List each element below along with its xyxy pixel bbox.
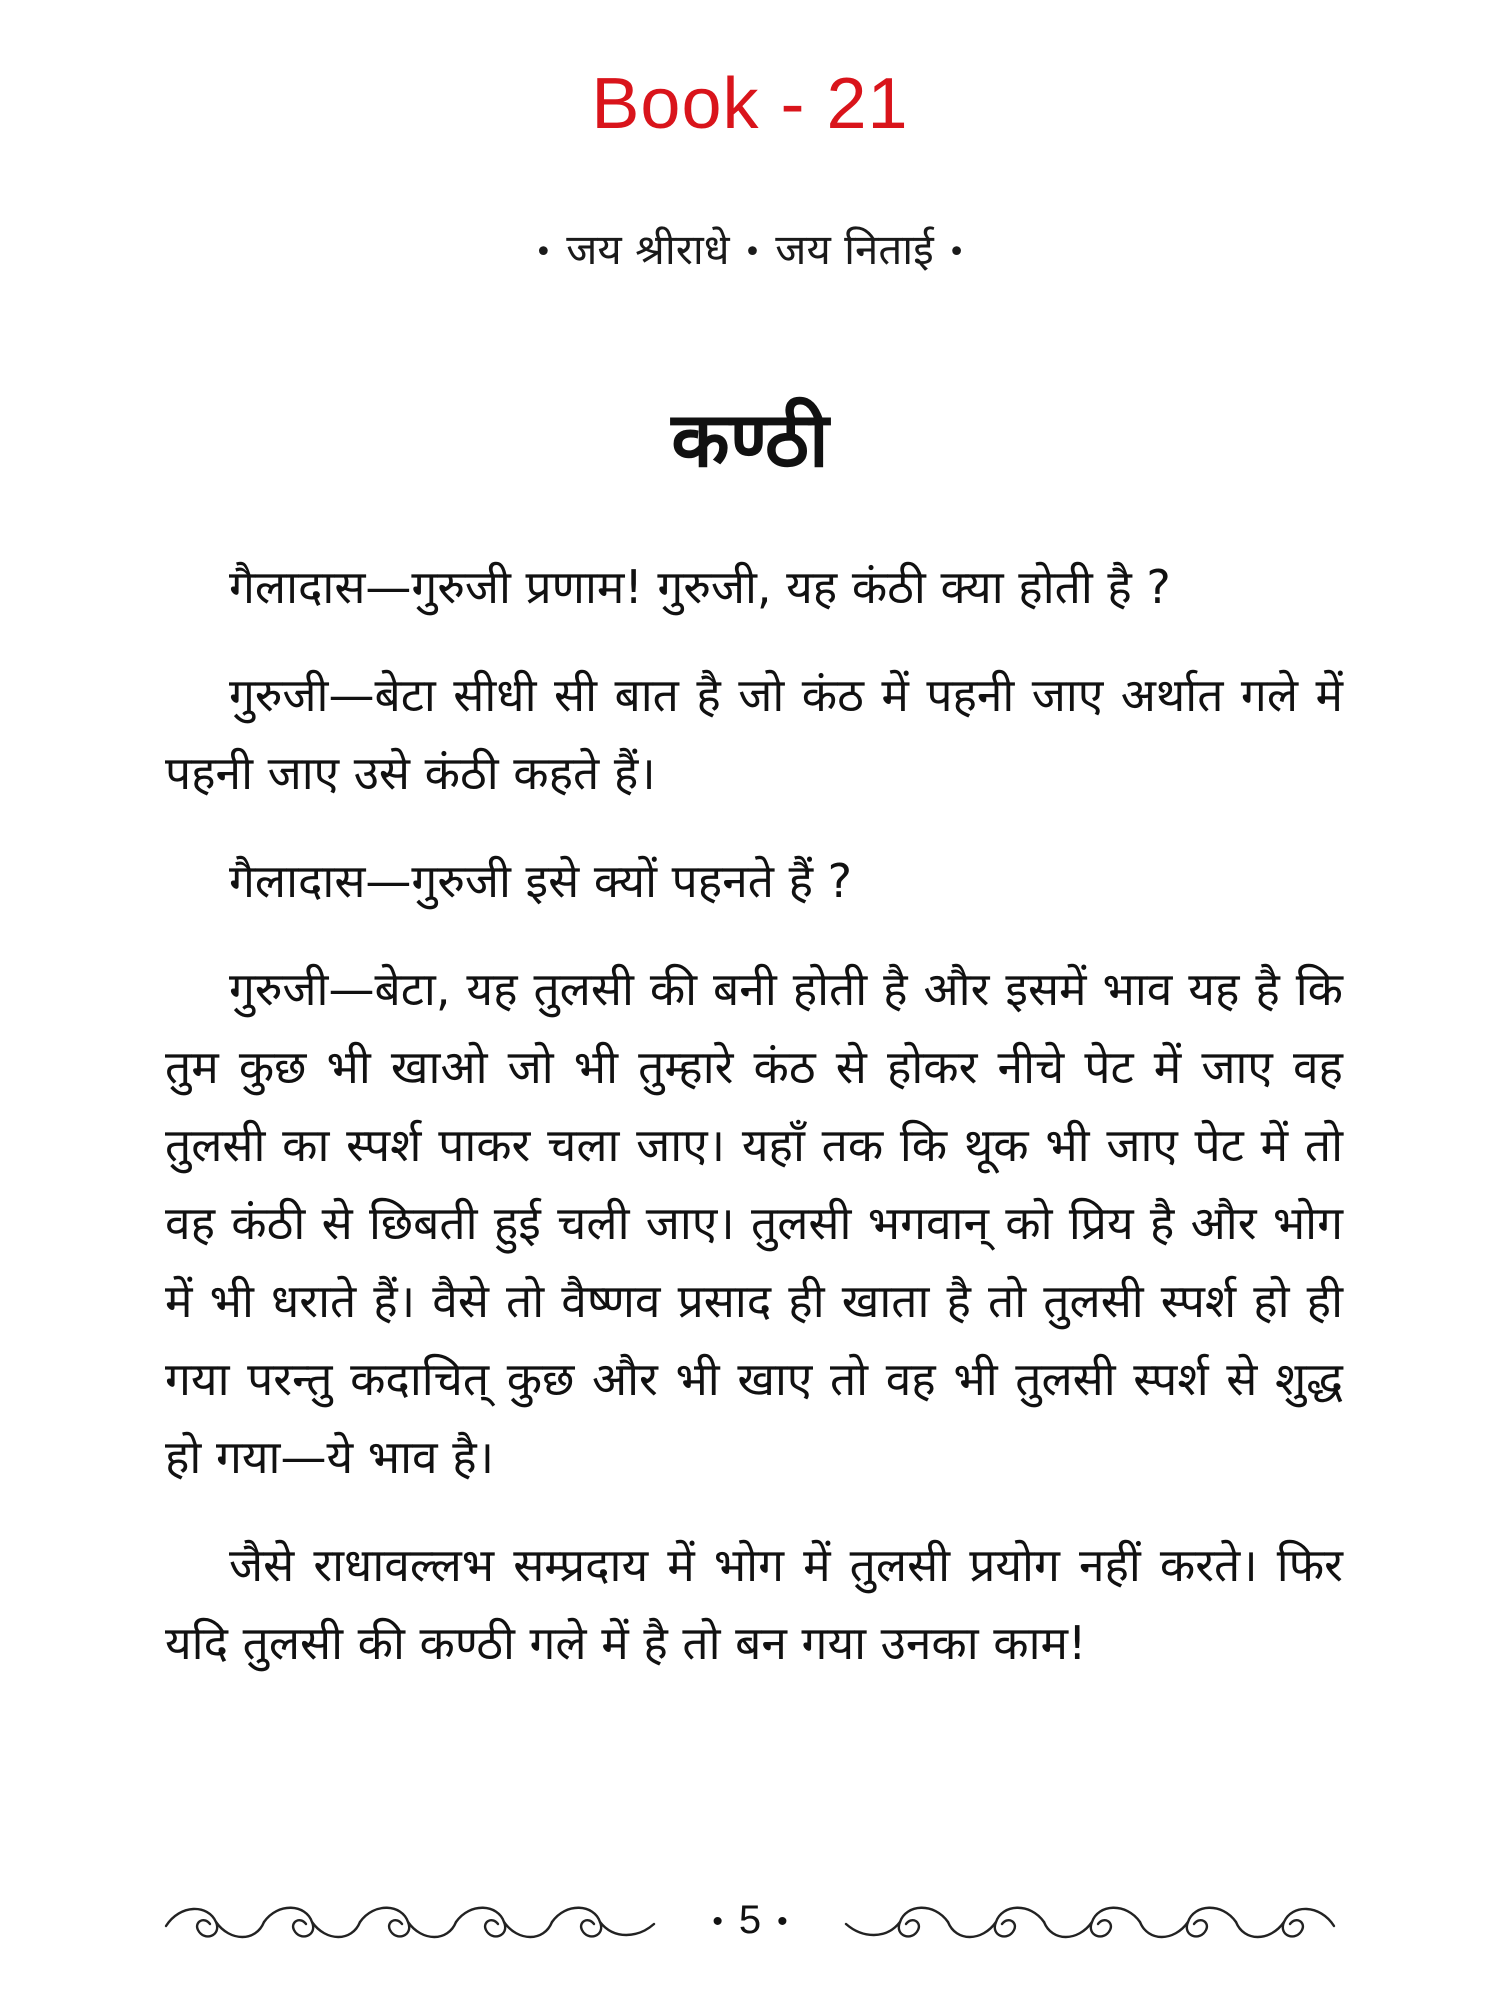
invocation-line <box>0 222 1500 281</box>
invocation-part-2: जय निताई <box>775 225 934 274</box>
chapter-title: कण्ठी <box>671 395 829 484</box>
page-number: 5 <box>738 1898 762 1942</box>
paragraph: गुरुजी—बेटा, यह तुलसी की बनी होती है और इसमें भाव यह है कि तुम कुछ भी खाओ जो भी तुम्हारे कंठ से होकर नीचे पेट में जाए वह तुलसी का स्पर्श पाकर चला जाए। यहाँ तक कि थूक भी जाए पेट में तो वह कंठी से छिबती हुई चली जाए। तुलसी भगवान् को प्रिय है और भोग में भी धराते हैं। वैसे तो वैष्णव प्रसाद ही खाता है तो तुलसी स्पर्श हो ही गया परन्तु कदाचित् कुछ और भी खाए तो वह भी तुलसी स्पर्श से शुद्ध हो गया—ये भाव है। <box>165 962 1343 1484</box>
scroll-ornament-icon <box>840 1890 1340 1954</box>
bullet-dot: • <box>947 234 966 270</box>
bullet-dot: • <box>712 1905 723 1939</box>
paragraph: गुरुजी—बेटा सीधी सी बात है जो कंठ में पहनी जाए अर्थात गले में पहनी जाए उसे कंठी कहते हैं। <box>165 668 1343 800</box>
bullet-dot: • <box>777 1905 788 1939</box>
invocation-part-1: जय श्रीराधे <box>566 225 730 274</box>
paragraph: जैसे राधावल्लभ सम्प्रदाय में भोग में तुलसी प्रयोग नहीं करते। फिर यदि तुलसी की कण्ठी गले में है तो बन गया उनका काम! <box>165 1538 1343 1670</box>
body-text <box>165 548 1343 1712</box>
book-label: Book - 21 <box>591 64 909 144</box>
paragraph: गैलादास—गुरुजी इसे क्यों पहनते हैं ? <box>229 854 853 908</box>
paragraph: गैलादास—गुरुजी प्रणाम! गुरुजी, यह कंठी क्या होती है ? <box>229 560 1171 614</box>
bullet-dot: • <box>743 234 762 270</box>
bullet-dot: • <box>534 234 553 270</box>
page-footer <box>160 1890 1340 1954</box>
